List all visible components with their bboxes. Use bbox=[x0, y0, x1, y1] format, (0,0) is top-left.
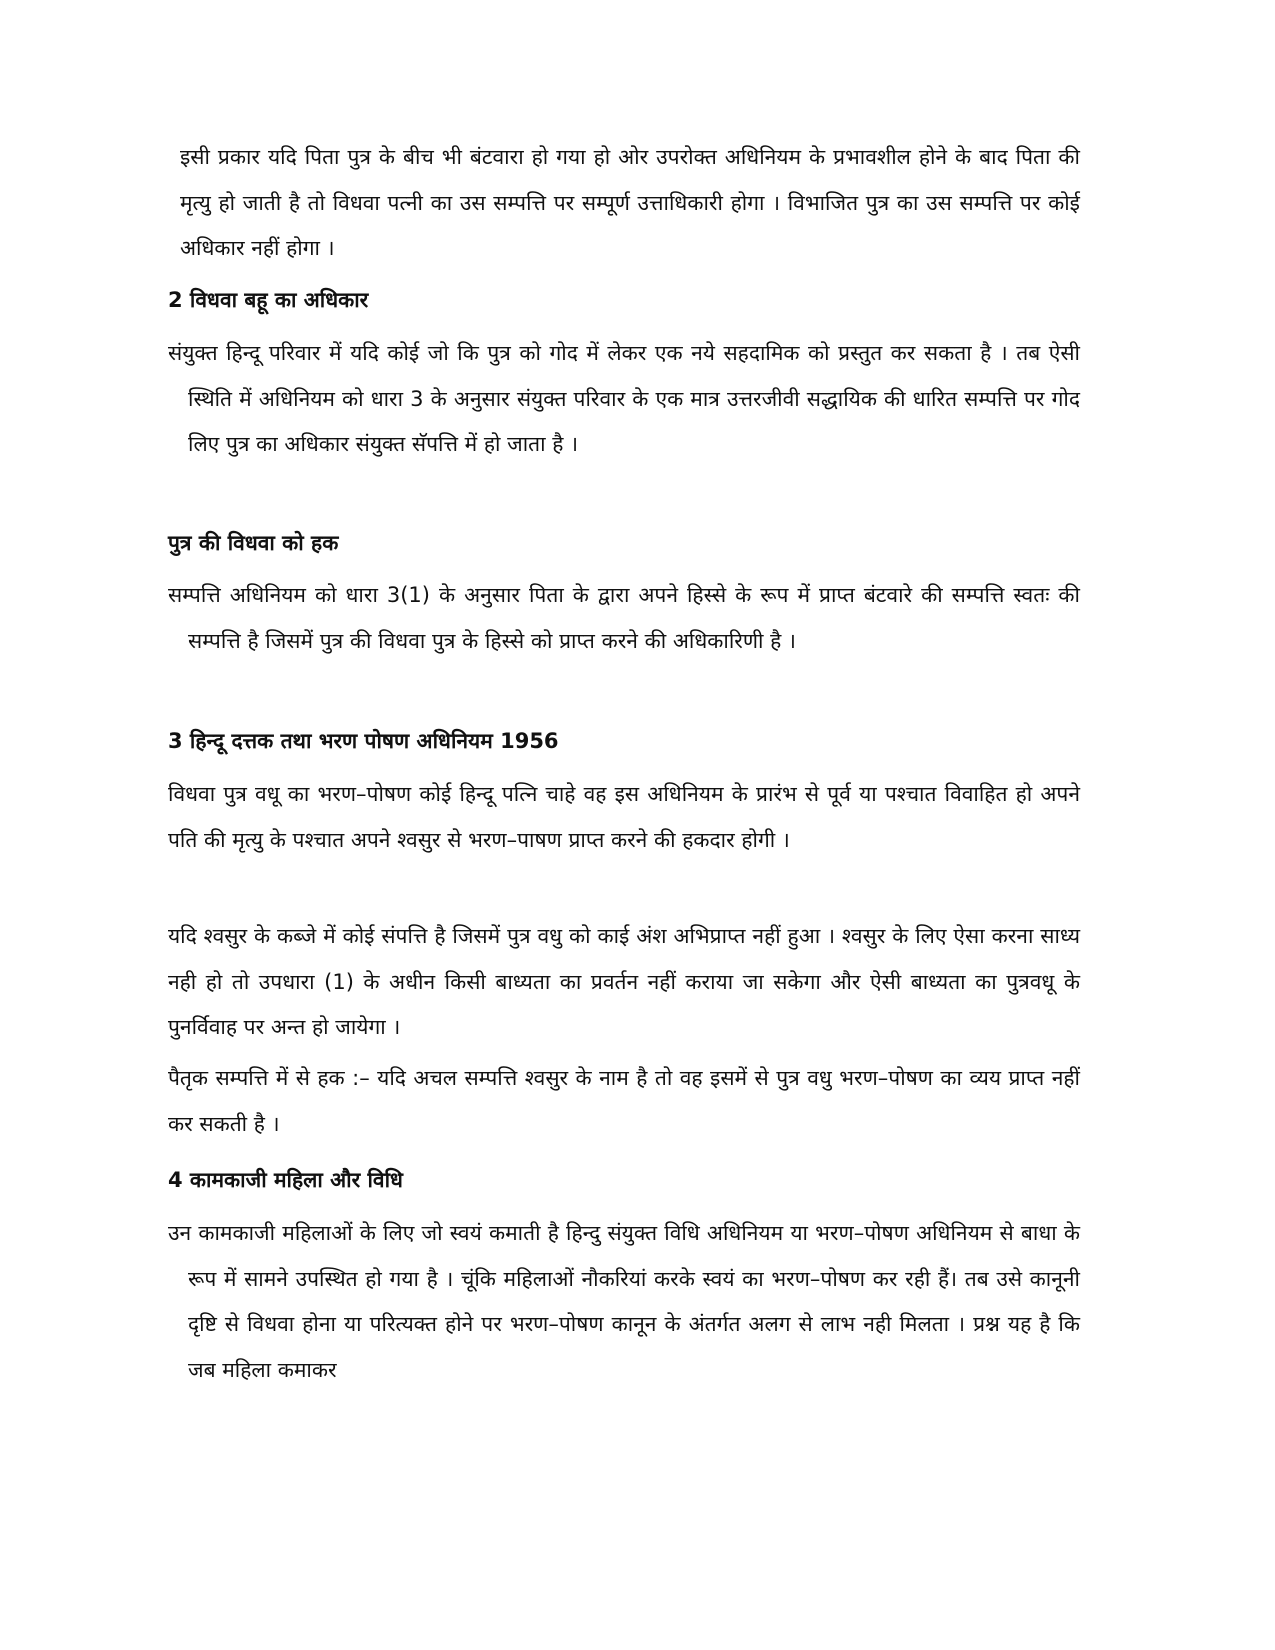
heading-son-widow-right: पुत्र की विधवा को हक bbox=[168, 531, 339, 555]
paragraph-father-son-partition: इसी प्रकार यदि पिता पुत्र के बीच भी बंटवारा हो गया हो ओर उपरोक्त अधिनियम के प्रभावशील होने के बाद पिता की मृत्यु हो जाती है तो विधवा पत्नी का उस सम्पत्ति पर सम्पूर्ण उत्ताधिकारी होगा । विभाजित पुत्र का उस सम्पत्ति पर कोई अधिकार नहीं होगा । bbox=[180, 145, 1080, 260]
paragraph-ancestral-property: पैतृक सम्पत्ति में से हक :– यदि अचल सम्पत्ति श्वसुर के नाम है तो वह इसमें से पुत्र वधु भरण–पोषण का व्यय प्राप्त नहीं कर सकती है । bbox=[168, 1066, 1080, 1136]
paragraph-joint-hindu-family: संयुक्त हिन्दू परिवार में यदि कोई जो कि पुत्र को गोद में लेकर एक नये सहदामिक को प्रस्तुत कर सकता है । तब ऐसी स्थिति में अधिनियम को धारा 3 के अनुसार संयुक्त परिवार के एक मात्र उत्तरजीवी सद्धायिक की धारित सम्पत्ति पर गोद लिए पुत्र का अधिकार संयुक्त सॅपत्ति में हो जाता है । bbox=[168, 341, 1080, 456]
heading-working-women-law: 4 कामकाजी महिला और विधि bbox=[168, 1168, 403, 1192]
heading-widow-daughter-in-law-rights: 2 विधवा बहू का अधिकार bbox=[168, 288, 369, 312]
paragraph-widow-maintenance: विधवा पुत्र वधू का भरण–पोषण कोई हिन्दू पत्नि चाहे वह इस अधिनियम के प्रारंभ से पूर्व या पश्चात विवाहित हो अपने पति की मृत्यु के पश्चात अपने श्वसुर से भरण–पाषण प्राप्त करने की हकदार होगी । bbox=[168, 782, 1080, 852]
paragraph-father-in-law-property: यदि श्वसुर के कब्जे में कोई संपत्ति है जिसमें पुत्र वधु को काई अंश अभिप्राप्त नहीं हुआ । श्वसुर के लिए ऐसा करना साध्य नही हो तो उपधारा (1) के अधीन किसी बाध्यता का प्रवर्तन नहीं कराया जा सकेगा और ऐसी बाध्यता का पुत्रवधू के पुनर्विवाह पर अन्त हो जायेगा । bbox=[168, 924, 1080, 1039]
heading-adoption-maintenance-act: 3 हिन्दू दत्तक तथा भरण पोषण अधिनियम 1956 bbox=[168, 729, 559, 753]
paragraph-property-act-section: सम्पत्ति अधिनियम को धारा 3(1) के अनुसार पिता के द्वारा अपने हिस्से के रूप में प्राप्त बंटवारे की सम्पत्ति स्वतः की सम्पत्ति है जिसमें पुत्र की विधवा पुत्र के हिस्से को प्राप्त करने की अधिकारिणी है । bbox=[168, 583, 1080, 653]
paragraph-working-women: उन कामकाजी महिलाओं के लिए जो स्वयं कमाती है हिन्दु संयुक्त विधि अधिनियम या भरण–पोषण अधिनियम से बाधा के रूप में सामने उपस्थित हो गया है । चूंकि महिलाओं नौकरियां करके स्वयं का भरण–पोषण कर रही हैं। तब उसे कानूनी दृष्टि से विधवा होना या परित्यक्त होने पर भरण–पोषण कानून के अंतर्गत अलग से लाभ नही मिलता । प्रश्न यह है कि जब महिला कमाकर bbox=[168, 1221, 1080, 1382]
